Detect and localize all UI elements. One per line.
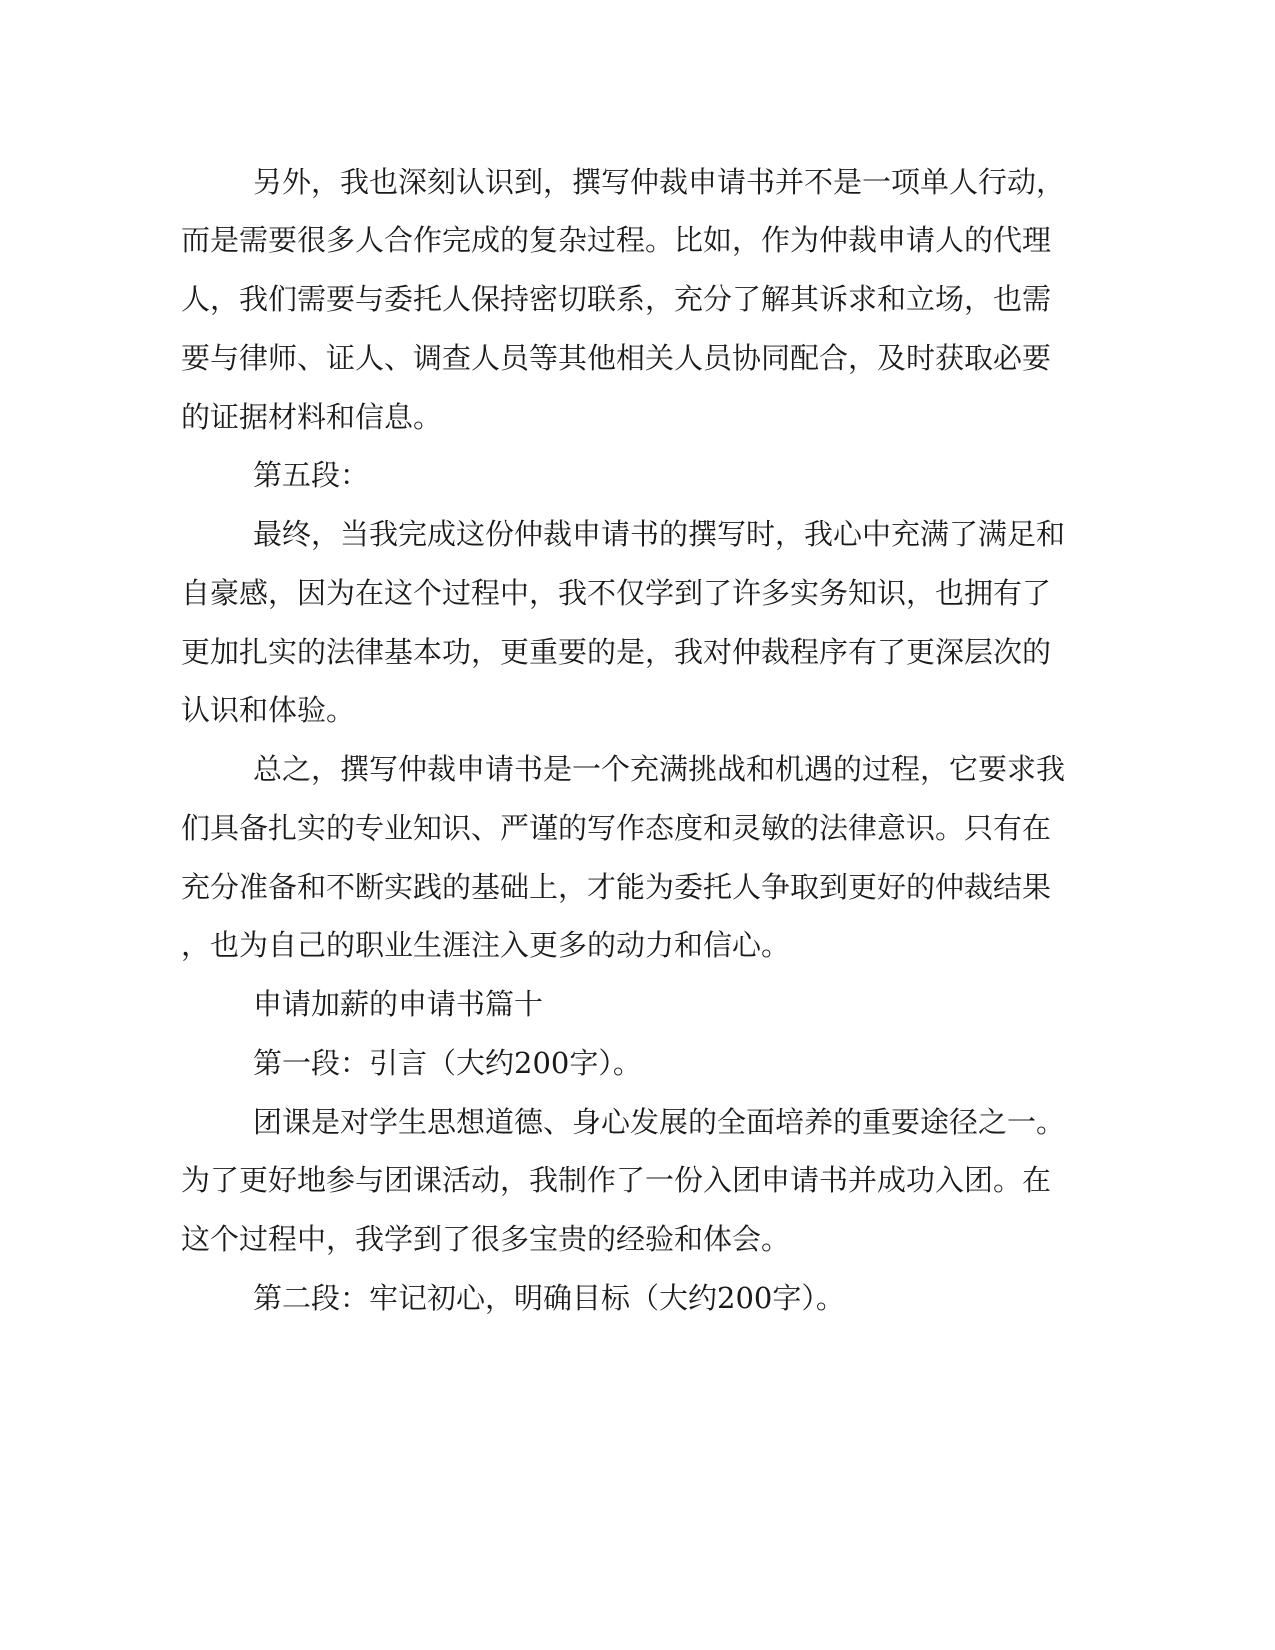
section-heading: 第一段：引言（大约200字）。 bbox=[253, 1046, 642, 1080]
text-line: 总之，撰写仲裁申请书是一个充满挑战和机遇的过程，它要求我 bbox=[253, 752, 1066, 786]
text-line: 充分准备和不断实践的基础上，才能为委托人争取到更好的仲裁结果 bbox=[181, 870, 1052, 904]
text-line: 为了更好地参与团课活动，我制作了一份入团申请书并成功入团。在 bbox=[181, 1163, 1052, 1197]
text-line: 的证据材料和信息。 bbox=[181, 400, 443, 434]
section-heading: 第二段：牢记初心，明确目标（大约200字）。 bbox=[253, 1281, 845, 1315]
text-line: ，也为自己的职业生涯注入更多的动力和信心。 bbox=[181, 928, 791, 962]
section-heading: 第五段： bbox=[253, 458, 370, 492]
text-line: 最终，当我完成这份仲裁申请书的撰写时，我心中充满了满足和 bbox=[253, 517, 1066, 551]
text-line: 更加扎实的法律基本功，更重要的是，我对仲裁程序有了更深层次的 bbox=[181, 635, 1052, 669]
text-line: 们具备扎实的专业知识、严谨的写作态度和灵敏的法律意识。只有在 bbox=[181, 811, 1052, 845]
text-line: 自豪感，因为在这个过程中，我不仅学到了许多实务知识，也拥有了 bbox=[181, 576, 1052, 610]
text-line: 另外，我也深刻认识到，撰写仲裁申请书并不是一项单人行动， bbox=[253, 165, 1066, 199]
text-line: 而是需要很多人合作完成的复杂过程。比如，作为仲裁申请人的代理 bbox=[181, 223, 1052, 257]
article-title: 申请加薪的申请书篇十 bbox=[253, 987, 544, 1021]
text-line: 要与律师、证人、调查人员等其他相关人员协同配合，及时获取必要 bbox=[181, 341, 1052, 375]
text-line: 人，我们需要与委托人保持密切联系，充分了解其诉求和立场，也需 bbox=[181, 282, 1052, 316]
text-line: 认识和体验。 bbox=[181, 693, 356, 727]
text-line: 这个过程中，我学到了很多宝贵的经验和体会。 bbox=[181, 1222, 791, 1256]
text-line: 团课是对学生思想道德、身心发展的全面培养的重要途径之一。 bbox=[253, 1105, 1066, 1139]
